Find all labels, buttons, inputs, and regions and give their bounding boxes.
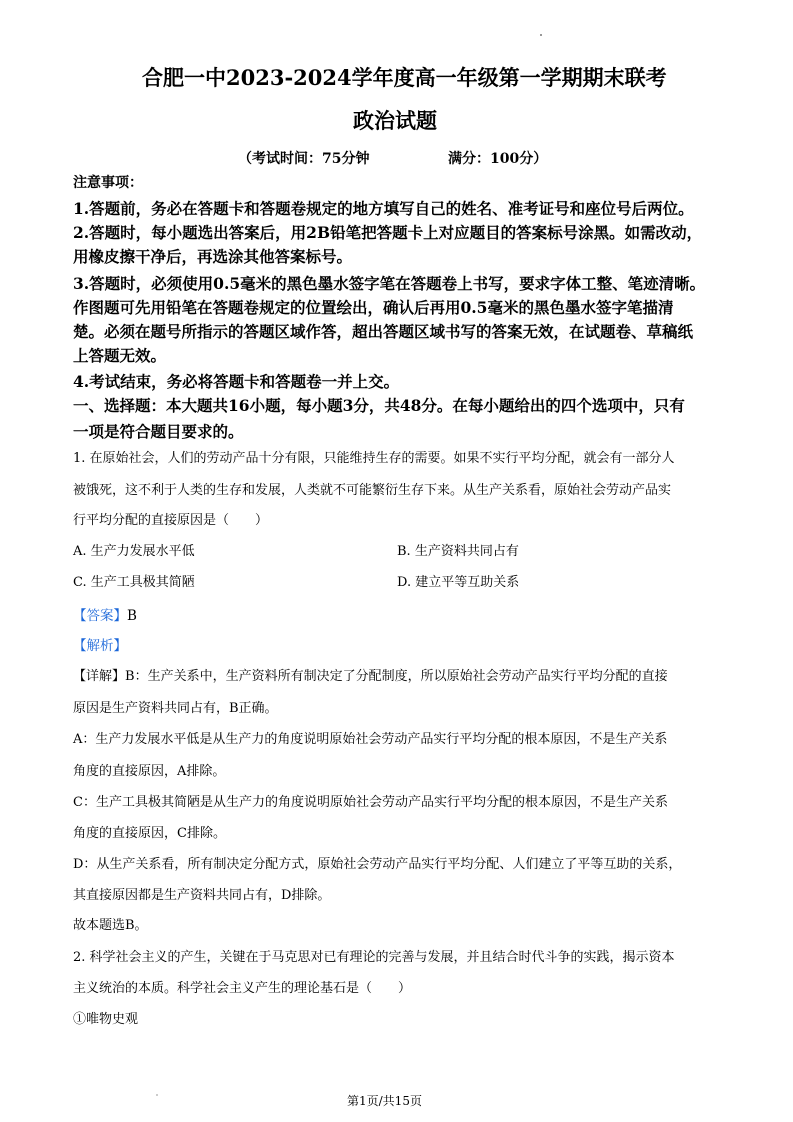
exam-time: （考试时间：75分钟 <box>238 151 370 167</box>
notice-line: 1.答题前，务必在答题卡和答题卷规定的地方填写自己的姓名、准考证号和座位号后两位。 <box>73 199 694 218</box>
q1-stem: 行平均分配的直接原因是（ ） <box>73 513 269 528</box>
explanation-line: 故本题选B。 <box>73 918 148 933</box>
notice-line: 4.考试结束，务必将答题卡和答题卷一并上交。 <box>73 372 400 391</box>
section-heading: 一、选择题：本大题共16小题，每小题3分，共48分。在每小题给出的四个选项中，只有 <box>73 396 685 415</box>
page-number: 第1页/共15页 <box>347 1094 422 1108</box>
notice-line: 用橡皮擦干净后，再选涂其他答案标号。 <box>73 247 353 266</box>
notice-line: 2.答题时，每小题选出答案后，用2B铅笔把答题卡上对应题目的答案标号涂黑。如需改动， <box>73 223 703 242</box>
q1-option-b: B. 生产资料共同占有 <box>397 544 519 559</box>
corner-dot <box>540 34 542 36</box>
explanation-line: 其直接原因都是生产资料共同占有，D排除。 <box>73 888 331 903</box>
q1-option-d: D. 建立平等互助关系 <box>397 575 520 590</box>
q1-stem: 被饿死，这不利于人类的生存和发展，人类就不可能繁衍生存下来。从生产关系看，原始社会劳动产品实 <box>73 483 672 498</box>
explanation-line: A：生产力发展水平低是从生产力的角度说明原始社会劳动产品实行平均分配的根本原因，不是生产关系 <box>73 732 668 747</box>
notice-line: 楚。必须在题号所指示的答题区域作答，超出答题区域书写的答案无效，在试题卷、草稿纸 <box>73 322 694 341</box>
analysis-label: 【解析】 <box>73 638 127 654</box>
explanation-line: B：生产关系中，生产资料所有制决定了分配制度，所以原始社会劳动产品实行平均分配的直接 <box>125 669 668 684</box>
notice-heading: 注意事项： <box>73 175 143 191</box>
q2-stem: 2. 科学社会主义的产生，关键在于马克思对已有理论的完善与发展，并且结合时代斗争的实践，揭示资本 <box>73 950 675 965</box>
q2-item-1: ①唯物史观 <box>73 1012 139 1027</box>
subject-title: 政治试题 <box>353 108 437 133</box>
q1-option-c: C. 生产工具极其简陋 <box>73 575 195 590</box>
q2-stem: 主义统治的本质。科学社会主义产生的理论基石是（ ） <box>73 981 412 996</box>
notice-line: 作图题可先用铅笔在答题卷规定的位置绘出，确认后再用0.5毫米的黑色墨水签字笔描清 <box>73 298 674 317</box>
explanation-line: D：从生产关系看，所有制决定分配方式，原始社会劳动产品实行平均分配、人们建立了平等互助的关系， <box>73 857 682 872</box>
notice-line: 3.答题时，必须使用0.5毫米的黑色墨水签字笔在答题卷上书写，要求字体工整、笔迹清晰。 <box>73 274 706 293</box>
answer-value: B <box>127 608 137 624</box>
exam-title: 合肥一中2023-2024学年度高一年级第一学期期末联考 <box>142 65 667 90</box>
q1-explanation <box>73 665 668 684</box>
q1-answer <box>73 604 137 624</box>
footer-dot <box>156 1094 158 1096</box>
explanation-line: 原因是生产资料共同占有，B正确。 <box>73 701 278 716</box>
answer-label: 【答案】 <box>73 608 127 624</box>
explanation-line: 角度的直接原因，A排除。 <box>73 764 226 779</box>
detail-label: 【详解】 <box>73 669 126 684</box>
full-score: 满分：100分） <box>448 151 548 167</box>
explanation-line: C：生产工具极其简陋是从生产力的角度说明原始社会劳动产品实行平均分配的根本原因，不是生产关系 <box>73 795 668 810</box>
explanation-line: 角度的直接原因，C排除。 <box>73 826 226 841</box>
section-heading-cont: 一项是符合题目要求的。 <box>73 422 244 441</box>
q1-stem: 1. 在原始社会，人们的劳动产品十分有限，只能维持生存的需要。如果不实行平均分配，就会有一部分人 <box>73 451 675 466</box>
notice-line: 上答题无效。 <box>73 346 167 365</box>
q1-option-a: A. 生产力发展水平低 <box>73 544 195 559</box>
